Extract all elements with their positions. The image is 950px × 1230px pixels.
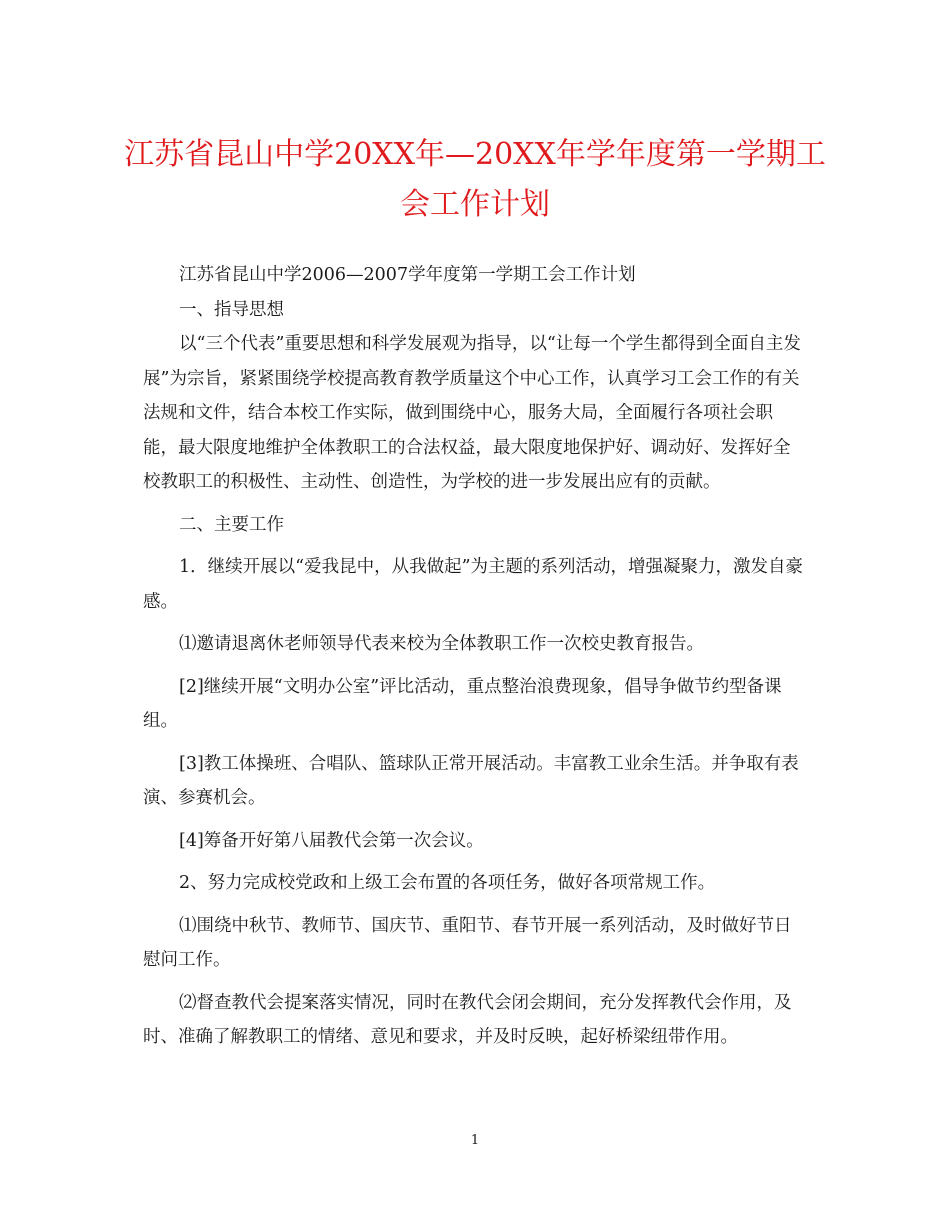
page-number: 1 xyxy=(470,1133,480,1148)
paragraph-subtitle: 江苏省昆山中学2006—2007学年度第一学期工会工作计划 xyxy=(179,265,636,285)
heading-guiding-ideology: 一、指导思想 xyxy=(179,299,284,320)
paragraph-guiding-ideology: 以“三个代表”重要思想和科学发展观为指导，以“让每一个学生都得到全面自主发展”为宗旨，紧紧围绕学校提高教育教学质量这个中心工作，认真学习工会工作的有关法规和文件，结合本校工作实际，做到围绕中心，服务大局，全面履行各项社会职能，最大限度地维护全体教职工的合法权益，最大限度地保护好、调动好、发挥好全校教职工的积极性、主动性、创造性，为学校的进一步发展出应有的贡献。 xyxy=(143,334,801,492)
paragraph-item-2-1: ⑴围绕中秋节、教师节、国庆节、重阳节、春节开展一系列活动，及时做好节日慰问工作。 xyxy=(143,915,792,970)
paragraph-item-1-1: ⑴邀请退离休老师领导代表来校为全体教职工作一次校史教育报告。 xyxy=(179,634,704,654)
paragraph-item-1-4: [4]筹备开好第八届教代会第一次会议。 xyxy=(179,830,484,851)
document-body xyxy=(143,258,807,1055)
paragraph-item-1-3: [3]教工体操班、合唱队、篮球队正常开展活动。丰富教工业余生活。并争取有表演、参赛机会。 xyxy=(143,753,799,808)
paragraph-item-2: 2、努力完成校党政和上级工会布置的各项任务，做好各项常规工作。 xyxy=(179,873,716,893)
paragraph-item-2-2: ⑵督查教代会提案落实情况，同时在教代会闭会期间，充分发挥教代会作用，及时、准确了解教职工的情绪、意见和要求，并及时反映，起好桥梁纽带作用。 xyxy=(143,992,792,1047)
paragraph-item-1-2: [2]继续开展“文明办公室”评比活动，重点整治浪费现象，倡导争做节约型备课组。 xyxy=(143,676,782,731)
heading-main-work: 二、主要工作 xyxy=(179,514,284,535)
paragraph-item-1: 1．继续开展以“爱我昆中，从我做起”为主题的系列活动，增强凝聚力，激发自豪感。 xyxy=(143,557,804,612)
document-title: 江苏省昆山中学20XX年—20XX年学年度第一学期工会工作计划 xyxy=(124,137,826,222)
